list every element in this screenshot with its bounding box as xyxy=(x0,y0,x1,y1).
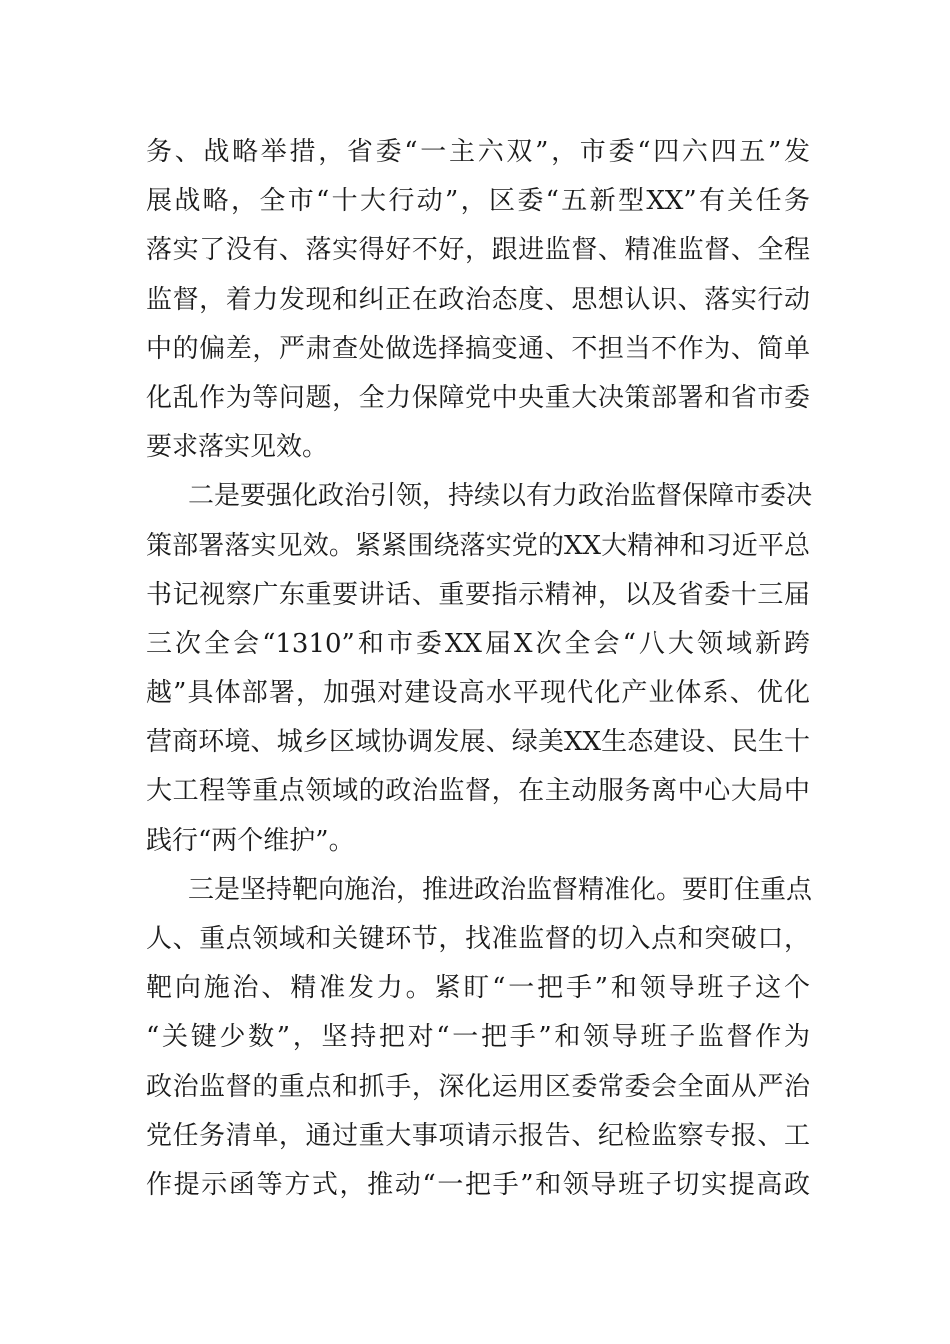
text-line: 中的偏差，严肃查处做选择搞变通、不担当不作为、简单 xyxy=(146,333,810,364)
text-line: 践行“两个维护”。 xyxy=(146,825,355,856)
text-line: 落实了没有、落实得好不好，跟进监督、精准监督、全程 xyxy=(146,235,810,266)
text-line: 靶向施治、精准发力。紧盯“一把手”和领导班子这个 xyxy=(146,973,810,1004)
paragraph-first-line: 三是坚持靶向施治，推进政治监督精准化。要盯住重点 xyxy=(188,874,813,905)
text-line: 大工程等重点领域的政治监督，在主动服务离中心大局中 xyxy=(146,776,810,807)
text-line: 展战略，全市“十大行动”，区委“五新型XX”有关任务 xyxy=(146,186,810,217)
text-line: 政治监督的重点和抓手，深化运用区委常委会全面从严治 xyxy=(146,1071,810,1102)
text-line: 务、战略举措，省委“一主六双”，市委“四六四五”发 xyxy=(146,137,810,167)
text-line: 策部署落实见效。紧紧围绕落实党的XX大精神和习近平总 xyxy=(146,530,810,561)
text-line: 监督，着力发现和纠正在政治态度、思想认识、落实行动 xyxy=(146,284,810,315)
text-line: 营商环境、城乡区域协调发展、绿美XX生态建设、民生十 xyxy=(146,727,810,758)
text-line: 人、重点领域和关键环节，找准监督的切入点和突破口， xyxy=(146,924,810,954)
text-line: 化乱作为等问题，全力保障党中央重大决策部署和省市委 xyxy=(146,382,810,413)
paragraph-first-line: 二是要强化政治引领，持续以有力政治监督保障市委决 xyxy=(188,481,813,512)
text-line: 三次全会“1310”和市委XX届X次全会“八大领域新跨 xyxy=(146,628,810,659)
text-line: 越”具体部署，加强对建设高水平现代化产业体系、优化 xyxy=(146,678,810,709)
text-line: 党任务清单，通过重大事项请示报告、纪检监察专报、工 xyxy=(146,1120,810,1151)
text-line: 书记视察广东重要讲话、重要指示精神，以及省委十三届 xyxy=(146,579,810,610)
text-line: 要求落实见效。 xyxy=(146,432,329,463)
document-body xyxy=(146,128,813,1210)
text-line: 作提示函等方式，推动“一把手”和领导班子切实提高政 xyxy=(146,1169,810,1200)
text-line: “关键少数”，坚持把对“一把手”和领导班子监督作为 xyxy=(146,1022,810,1053)
